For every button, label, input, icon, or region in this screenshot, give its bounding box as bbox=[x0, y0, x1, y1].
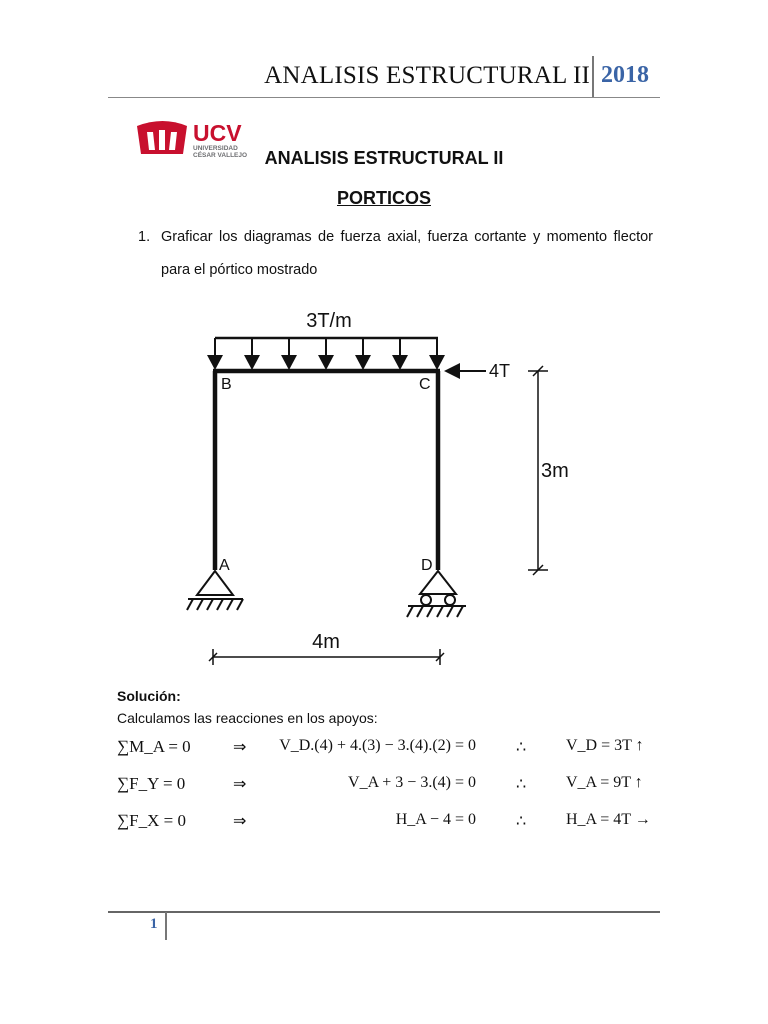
distributed-load bbox=[207, 310, 445, 370]
point-load bbox=[444, 361, 510, 381]
solution-intro: Calculamos las reacciones en los apoyos: bbox=[117, 710, 378, 726]
distributed-load-label: 3T/m bbox=[306, 310, 352, 332]
equation-2-lhs: ∑F_Y = 0 bbox=[117, 774, 186, 793]
node-b-label: B bbox=[221, 376, 232, 393]
point-load-label: 4T bbox=[489, 361, 511, 381]
logo-name: UCV bbox=[193, 120, 242, 146]
document-title: ANALISIS ESTRUCTURAL II bbox=[264, 148, 504, 168]
problem-text-line1: Graficar los diagramas de fuerza axial, fuerza cortante y momento flector bbox=[161, 229, 653, 245]
equation-3-implies: ⇒ bbox=[233, 813, 247, 830]
span-label: 4m bbox=[312, 631, 340, 653]
node-c-label: C bbox=[419, 376, 431, 393]
footer-rule bbox=[108, 911, 660, 913]
logo-line1: UNIVERSIDAD bbox=[193, 145, 238, 152]
equation-2-result: V_A = 9T ↑ bbox=[566, 774, 643, 791]
equation-1-implies: ⇒ bbox=[233, 739, 247, 756]
equation-3-expression: H_A − 4 = 0 bbox=[395, 811, 476, 828]
node-a-label: A bbox=[219, 557, 230, 574]
height-label: 3m bbox=[541, 460, 569, 482]
equation-1-result: V_D = 3T ↑ bbox=[566, 737, 644, 754]
page-number: 1 bbox=[150, 916, 158, 932]
equation-2-implies: ⇒ bbox=[233, 776, 247, 793]
header-year: 2018 bbox=[601, 62, 649, 88]
document-subtitle: PORTICOS bbox=[336, 188, 431, 208]
equation-3-lhs: ∑F_X = 0 bbox=[117, 811, 186, 830]
pin-support-a bbox=[187, 571, 243, 610]
equation-1-therefore: ∴ bbox=[516, 739, 527, 756]
equation-2-therefore: ∴ bbox=[516, 776, 527, 793]
logo-line2: CÉSAR VALLEJO bbox=[193, 152, 248, 159]
header-title: ANALISIS ESTRUCTURAL II bbox=[264, 62, 590, 89]
equation-1-expression: V_D.(4) + 4.(3) − 3.(4).(2) = 0 bbox=[279, 737, 476, 754]
equation-3-therefore: ∴ bbox=[516, 813, 527, 830]
problem-text-line2: para el pórtico mostrado bbox=[161, 262, 318, 278]
footer-divider bbox=[165, 912, 167, 940]
equation-3-result: H_A = 4T → bbox=[566, 811, 651, 828]
equation-2-expression: V_A + 3 − 3.(4) = 0 bbox=[348, 774, 476, 791]
roller-support-d bbox=[407, 571, 466, 617]
solution-label: Solución: bbox=[117, 688, 181, 704]
problem-number: 1. bbox=[138, 229, 151, 245]
equation-1-lhs: ∑M_A = 0 bbox=[117, 737, 191, 756]
node-d-label: D bbox=[421, 557, 433, 574]
